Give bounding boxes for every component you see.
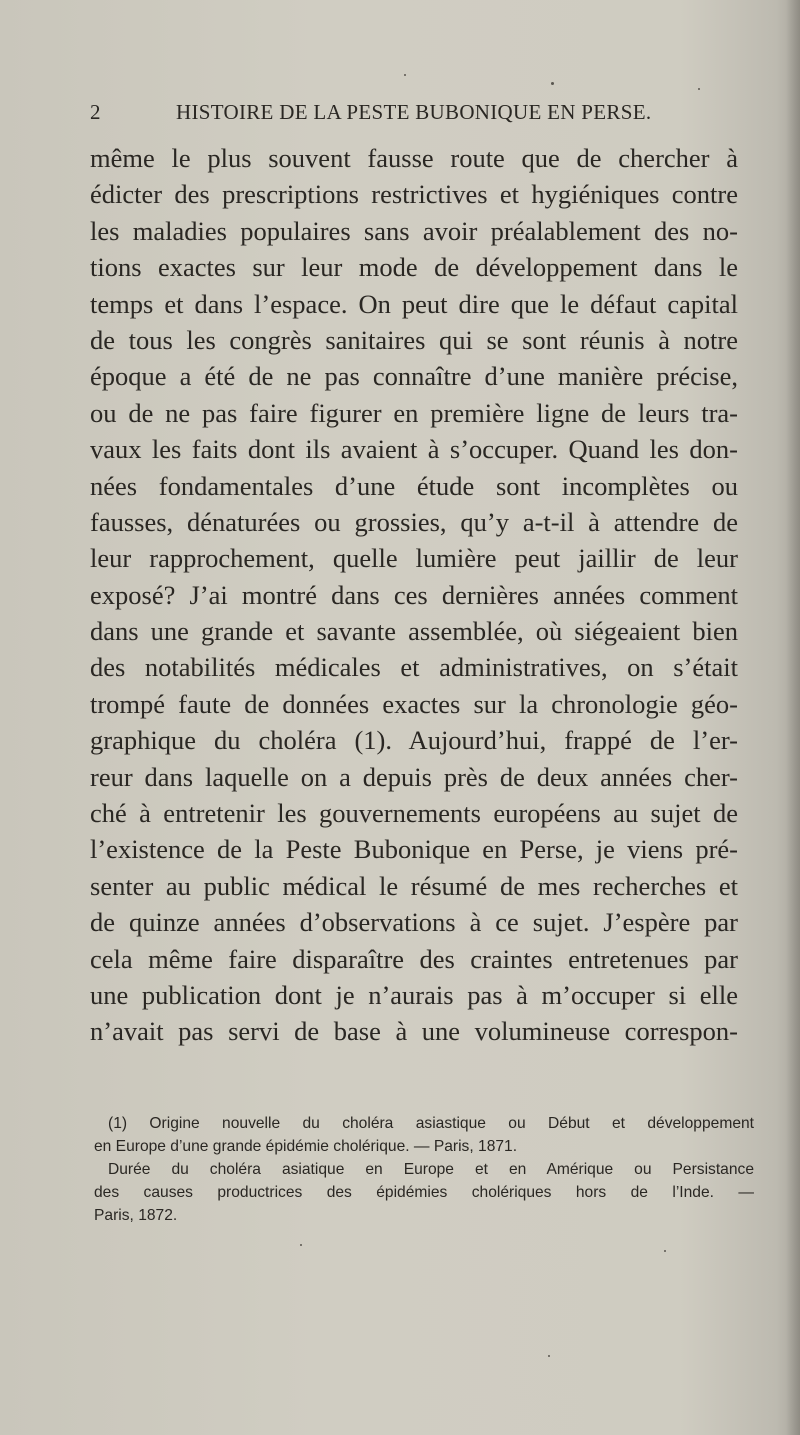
footnote-line: Durée du choléra asiatique en Europe et en Amérique ou Persistance [108, 1161, 754, 1178]
footnote-line: des causes productrices des épidémies cholériques hors de l’Inde. — [94, 1184, 754, 1201]
body-line: senter au public médical le résumé de mes recherches et [90, 870, 738, 901]
body-line: une publication dont je n’aurais pas à m’occuper si elle [90, 979, 738, 1010]
body-line: trompé faute de données exactes sur la chronologie géo- [90, 688, 738, 719]
body-line: exposé? J’ai montré dans ces dernières années comment [90, 579, 738, 610]
ink-speck [404, 74, 406, 76]
body-line: époque a été de ne pas connaître d’une manière précise, [90, 361, 738, 392]
ink-speck [698, 88, 700, 90]
page-number: 2 [90, 100, 101, 124]
body-line: même le plus souvent fausse route que de chercher à [90, 143, 738, 173]
body-line: n’avait pas servi de base à une volumineuse correspon- [90, 1016, 738, 1047]
body-line: fausses, dénaturées ou grossies, qu’y a-t-il à attendre de [90, 506, 738, 537]
footnote-line: (1) Origine nouvelle du choléra asiastique ou Début et développement [108, 1115, 754, 1132]
running-title: HISTOIRE DE LA PESTE BUBONIQUE EN PERSE. [176, 100, 652, 124]
body-line: édicter des prescriptions restrictives et hygiéniques contre [90, 179, 738, 210]
body-line: dans une grande et savante assemblée, où siégeaient bien [90, 616, 738, 647]
body-line: nées fondamentales d’une étude sont incomplètes ou [90, 470, 738, 501]
body-line: graphique du choléra (1). Aujourd’hui, frappé de l’er- [90, 725, 738, 756]
body-line: des notabilités médicales et administratives, on s’était [90, 652, 738, 683]
body-line: cela même faire disparaître des craintes entretenues par [90, 943, 738, 974]
body-line: leur rapprochement, quelle lumière peut jaillir de leur [90, 543, 738, 574]
body-line: temps et dans l’espace. On peut dire que le défaut capital [90, 288, 738, 319]
body-line: tions exactes sur leur mode de développement dans le [90, 252, 738, 283]
body-line: l’existence de la Peste Bubonique en Perse, je viens pré- [90, 834, 738, 865]
footnote-line: Paris, 1872. [94, 1207, 178, 1224]
ink-speck [664, 1250, 666, 1252]
running-head [90, 100, 670, 130]
ink-speck [300, 1244, 302, 1246]
body-line: vaux les faits dont ils avaient à s’occuper. Quand les don- [90, 434, 738, 465]
footnotes [94, 1112, 754, 1227]
body-line: de quinze années d’observations à ce sujet. J’espère par [90, 907, 738, 938]
body-line: ou de ne pas faire figurer en première ligne de leurs tra- [90, 397, 738, 428]
ink-speck [551, 82, 554, 85]
footnote-line: en Europe d’une grande épidémie cholérique. — Paris, 1871. [94, 1138, 518, 1155]
body-line: ché à entretenir les gouvernements européens au sujet de [90, 798, 738, 829]
body-line: de tous les congrès sanitaires qui se sont réunis à notre [90, 324, 738, 355]
body-text [90, 140, 738, 1050]
page-edge-shadow [786, 0, 800, 1435]
ink-speck [548, 1355, 550, 1357]
body-line: les maladies populaires sans avoir préalablement des no- [90, 215, 738, 246]
body-line: reur dans laquelle on a depuis près de deux années cher- [90, 761, 738, 792]
